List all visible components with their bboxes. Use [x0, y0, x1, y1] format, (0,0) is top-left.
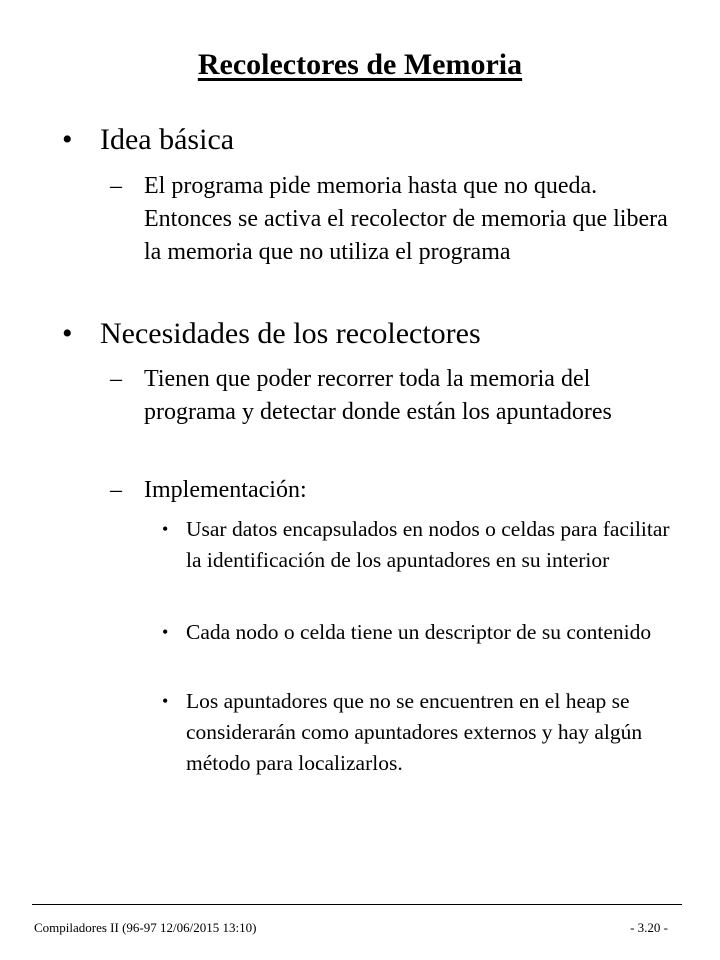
sub-item-text: Los apuntadores que no se encuentren en el heap se considerarán como apuntadores externos y hay algún método para localizarlos. [186, 689, 643, 775]
sub-item-descriptor [162, 617, 672, 648]
sub-item-apuntadores-externos [162, 686, 672, 779]
sub-item-text: Cada nodo o celda tiene un descriptor de su contenido [186, 620, 652, 644]
bullet-marker: • [162, 691, 169, 711]
bullet-marker: • [162, 519, 169, 539]
footer-course-info: Compiladores II (96-97 12/06/2015 13:10) [34, 920, 257, 935]
bullet-marker: • [62, 317, 73, 350]
item-text: Tienen que poder recorrer toda la memoria del programa y detectar donde están los apuntadores [144, 366, 612, 425]
item-text: El programa pide memoria hasta que no queda. Entonces se activa el recolector de memoria que libera la memoria que no utiliza el programa [144, 173, 668, 265]
dash-marker: – [110, 477, 122, 503]
sub-item-datos-encapsulados [162, 514, 672, 576]
sub-item-text: Usar datos encapsulados en nodos o celdas para facilitar la identificación de los apuntadores en su interior [186, 517, 670, 572]
list-item-recorrer [110, 363, 670, 429]
section-heading: Idea básica [100, 123, 235, 156]
slide-title: Recolectores de Memoria [197, 48, 523, 81]
bullet-marker: • [162, 622, 169, 642]
dash-marker: – [110, 173, 122, 199]
bullet-marker: • [62, 123, 73, 156]
footer-divider [32, 904, 682, 905]
section-heading: Necesidades de los recolectores [100, 317, 481, 350]
page-number: - 3.20 - [630, 920, 668, 935]
list-item-implementacion [110, 474, 670, 507]
dash-marker: – [110, 366, 122, 392]
list-item-idea [110, 170, 670, 269]
item-text: Implementación: [144, 477, 307, 503]
